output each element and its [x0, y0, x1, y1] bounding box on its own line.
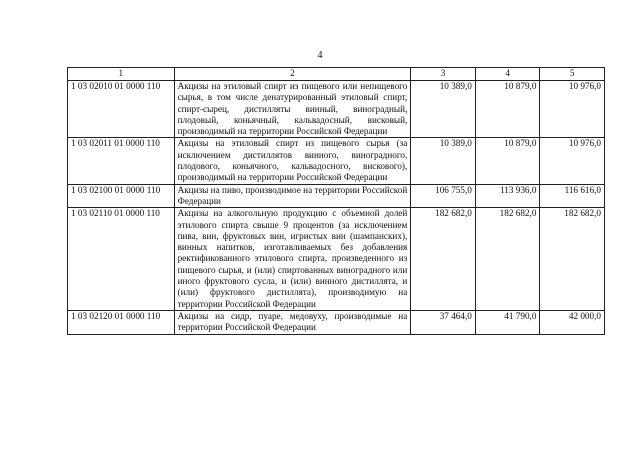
- budget-code-cell: 1 03 02110 01 0000 110: [68, 208, 175, 311]
- column-header: 3: [411, 68, 476, 81]
- amount-cell: 10 879,0: [475, 138, 540, 184]
- budget-code-cell: 1 03 02120 01 0000 110: [68, 310, 175, 334]
- budget-code-cell: 1 03 02100 01 0000 110: [68, 184, 175, 208]
- budget-revenue-table: [67, 67, 605, 335]
- column-header: 4: [475, 68, 540, 81]
- amount-cell: 10 976,0: [540, 81, 605, 138]
- table-row: [68, 138, 605, 184]
- amount-cell: 42 000,0: [540, 310, 605, 334]
- amount-cell: 113 936,0: [475, 184, 540, 208]
- table-row: [68, 184, 605, 208]
- column-header: 2: [174, 68, 411, 81]
- table-row: [68, 310, 605, 334]
- amount-cell: 37 464,0: [411, 310, 476, 334]
- amount-cell: 10 976,0: [540, 138, 605, 184]
- revenue-name-cell: Акцизы на пиво, производимое на территории Российской Федерации: [174, 184, 411, 208]
- revenue-name-cell: Акцизы на алкогольную продукцию с объемной долей этилового спирта свыше 9 процентов (за исключением пива, вин, фруктовых вин, игристых вин (шампанских), винных напитков, изготавливаемых без добавления ректификованного этилового спирта, произведенного из пищевого сырья, и (или) спиртованных виноградного или иного фруктового сусла, и (или) винного дистиллята, и (или) фруктового дистиллята), производимую на территории Российской Федерации: [174, 208, 411, 311]
- page-number: 4: [317, 50, 323, 61]
- amount-cell: 106 755,0: [411, 184, 476, 208]
- amount-cell: 182 682,0: [411, 208, 476, 311]
- revenue-name-cell: Акцизы на сидр, пуаре, медовуху, производимые на территории Российской Федерации: [174, 310, 411, 334]
- amount-cell: 10 879,0: [475, 81, 540, 138]
- amount-cell: 10 389,0: [411, 81, 476, 138]
- table-row: [68, 81, 605, 138]
- amount-cell: 41 790,0: [475, 310, 540, 334]
- table-row: [68, 208, 605, 311]
- amount-cell: 116 616,0: [540, 184, 605, 208]
- column-header: 5: [540, 68, 605, 81]
- amount-cell: 10 389,0: [411, 138, 476, 184]
- revenue-name-cell: Акцизы на этиловый спирт из пищевого сырья (за исключением дистиллятов винного, виноградного, плодового, коньячного, кальвадосного, вискового), производимый на территории Российской Федерации: [174, 138, 411, 184]
- table-header-row: [68, 68, 605, 81]
- amount-cell: 182 682,0: [475, 208, 540, 311]
- column-header: 1: [68, 68, 175, 81]
- budget-code-cell: 1 03 02011 01 0000 110: [68, 138, 175, 184]
- budget-code-cell: 1 03 02010 01 0000 110: [68, 81, 175, 138]
- amount-cell: 182 682,0: [540, 208, 605, 311]
- revenue-name-cell: Акцизы на этиловый спирт из пищевого или непищевого сырья, в том числе денатурированный этиловый спирт, спирт-сырец, дистилляты винный, виноградный, плодовый, коньячный, кальвадосный, висковый, производимый на территории Российской Федерации: [174, 81, 411, 138]
